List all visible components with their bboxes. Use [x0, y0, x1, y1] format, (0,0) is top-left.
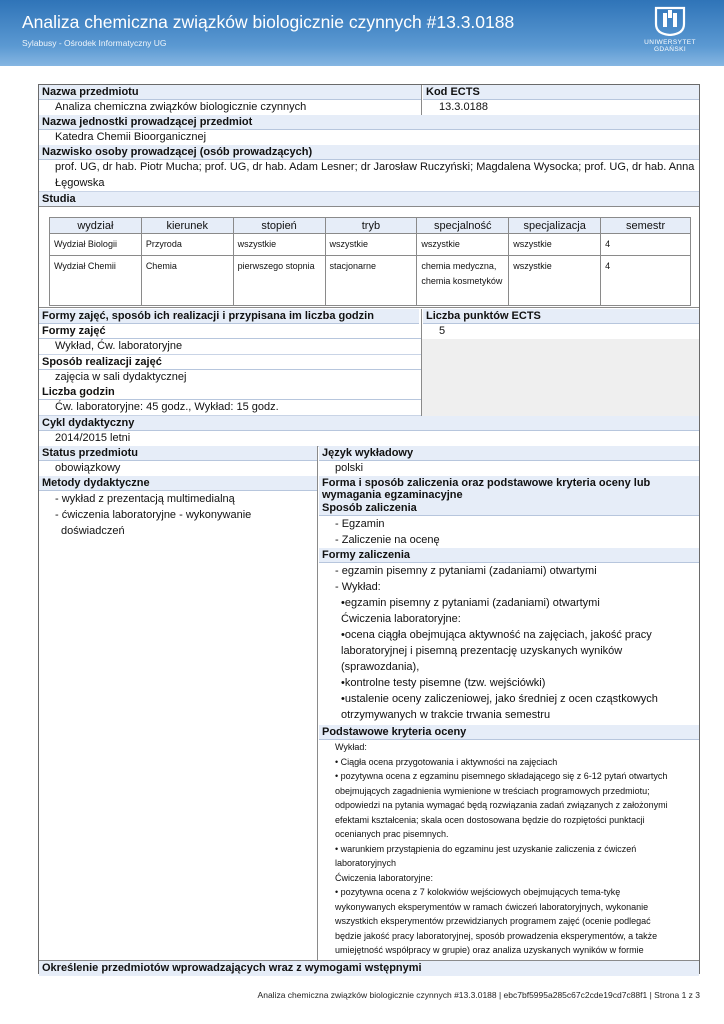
- course-name-label: Nazwa przedmiotu: [39, 85, 421, 100]
- syllabus-document: [38, 84, 700, 974]
- table-cell: 4: [601, 234, 691, 256]
- column-header: specjalizacja: [509, 218, 601, 234]
- language-value: polski: [319, 461, 699, 477]
- language-label: Język wykładowy: [319, 446, 699, 461]
- column-header: stopień: [233, 218, 325, 234]
- list-item: wykonywanych eksperymentów w ramach ćwiczeń laboratoryjnych, wykonanie: [335, 901, 649, 912]
- list-item: •egzamin pisemny z pytaniami (zadaniami) otwartymi: [341, 597, 600, 609]
- logo-text: UNIWERSYTET GDAŃSKI: [644, 39, 696, 53]
- method-value: zajęcia w sali dydaktycznej: [39, 370, 421, 386]
- list-item: wszystkich eksperymentów przewidzianych programem zajęć (ocenie podlegać: [335, 916, 651, 926]
- forms-value: Wykład, Ćw. laboratoryjne: [39, 339, 421, 355]
- status-label: Status przedmiotu: [39, 446, 317, 461]
- persons-line-2: Łęgowska: [39, 176, 699, 192]
- page-title: Analiza chemiczna związków biologicznie czynnych #13.3.0188: [22, 12, 515, 32]
- list-item: efektami kształcenia; skala ocen dostosowana będzie do rozpiętości punktacji: [335, 814, 645, 825]
- divider: [39, 307, 699, 308]
- assessment-method-label: Sposób zaliczenia: [319, 501, 699, 516]
- ects-empty-area: [422, 339, 699, 416]
- table-cell: pierwszego stopnia: [233, 256, 325, 306]
- assessment-label: [319, 476, 699, 504]
- divider: [317, 446, 318, 962]
- course-name: Analiza chemiczna związków biologicznie czynnych: [39, 100, 421, 116]
- list-item: - wykład z prezentacją multimedialną: [55, 493, 235, 505]
- list-item: - Wykład:: [335, 581, 381, 593]
- list-item: • warunkiem przystąpienia do egzaminu jest uzyskanie zaliczenia z ćwiczeń: [335, 843, 637, 854]
- list-item: (sprawozdania),: [341, 661, 420, 673]
- forms-label: Formy zajęć: [39, 324, 421, 339]
- hours-value: Ćw. laboratoryjne: 45 godz., Wykład: 15 godz.: [39, 400, 421, 416]
- didactic-methods-label: Metody dydaktyczne: [39, 476, 317, 491]
- table-cell: wszystkie: [509, 234, 601, 256]
- studia-label: Studia: [39, 192, 699, 207]
- persons-label: Nazwisko osoby prowadzącej (osób prowadzących): [39, 145, 699, 160]
- list-item: • pozytywna ocena z 7 kolokwiów wejściowych obejmujących tema-tykę: [335, 887, 621, 897]
- forms-section-label: Formy zajęć, sposób ich realizacji i przypisana im liczba godzin: [39, 309, 419, 324]
- table-row: [50, 234, 691, 256]
- studia-header-row: [50, 218, 691, 234]
- list-item: laboratoryjnych: [335, 858, 397, 868]
- column-header: specjalność: [417, 218, 509, 234]
- list-item: - egzamin pisemny z pytaniami (zadaniami) otwartymi: [335, 565, 597, 577]
- assessment-label-line-2: wymagania egzaminacyjne: [322, 489, 463, 501]
- table-cell: Wydział Biologii: [50, 234, 142, 256]
- list-item: •ocena ciągła obejmująca aktywność na zajęciach, jakość pracy: [341, 629, 652, 641]
- list-item: • pozytywna ocena z egzaminu pisemnego składającego się z 6-12 pytań otwartych: [335, 771, 668, 781]
- table-cell: chemia medyczna, chemia kosmetyków: [417, 256, 509, 306]
- ects-code: 13.3.0188: [423, 100, 699, 116]
- page-header: [0, 0, 724, 66]
- assessment-label-line-1: Forma i sposób zaliczenia oraz podstawowe kryteria oceny lub: [322, 477, 651, 489]
- cycle-value: 2014/2015 letni: [39, 431, 699, 447]
- list-item: obejmujących zagadnienia wymienione w treściach programowych przedmiotu;: [335, 785, 650, 796]
- table-cell: wszystkie: [325, 234, 417, 256]
- divider: [421, 85, 422, 115]
- assessment-forms-label: Formy zaliczenia: [319, 548, 699, 563]
- table-cell: 4: [601, 256, 691, 306]
- list-item: •ustalenie oceny zaliczeniowej, jako średniej z ocen cząstkowych: [341, 693, 658, 705]
- ects-points: 5: [439, 325, 446, 337]
- table-cell: Chemia: [141, 256, 233, 306]
- column-header: wydział: [50, 218, 142, 234]
- list-item: ocenianych prac pisemnych.: [335, 829, 449, 839]
- list-item: doświadczeń: [61, 525, 125, 537]
- university-logo: [628, 6, 712, 54]
- list-item: - Egzamin: [335, 518, 385, 530]
- list-item: odpowiedzi na pytania wymagać będą rozwiązania zadań związanych z założonymi: [335, 800, 668, 810]
- list-item: - ćwiczenia laboratoryjne - wykonywanie: [55, 509, 252, 521]
- column-header: tryb: [325, 218, 417, 234]
- studia-table: [49, 217, 691, 306]
- table-cell: wszystkie: [233, 234, 325, 256]
- hours-label: Liczba godzin: [39, 385, 421, 400]
- list-item: - Zaliczenie na ocenę: [335, 534, 440, 546]
- ects-code-label: Kod ECTS: [423, 85, 699, 100]
- page-subtitle: Sylabusy - Ośrodek Informatyczny UG: [22, 38, 167, 48]
- list-item: będzie jakość pracy laboratoryjnej, sposób prowadzenia eksperymentów, a także: [335, 930, 658, 941]
- status-value: obowiązkowy: [39, 461, 317, 477]
- table-row: [50, 256, 691, 306]
- ects-points-label: Liczba punktów ECTS: [423, 309, 699, 324]
- list-item: Ćwiczenia laboratoryjne:: [335, 872, 434, 883]
- list-item: otrzymywanych w trakcie trwania semestru: [341, 709, 551, 721]
- list-item: Ćwiczenia laboratoryjne:: [341, 613, 461, 625]
- table-cell: wszystkie: [417, 234, 509, 256]
- list-item: umiejętność współpracy w grupie) oraz analiza uzyskanych wyników w formie: [335, 945, 644, 955]
- list-item: Wykład:: [335, 742, 367, 752]
- method-label: Sposób realizacji zajęć: [39, 355, 421, 370]
- cycle-label: Cykl dydaktyczny: [39, 416, 699, 431]
- table-cell: stacjonarne: [325, 256, 417, 306]
- unit-label: Nazwa jednostki prowadzącej przedmiot: [39, 115, 699, 130]
- column-header: semestr: [601, 218, 691, 234]
- unit-name: Katedra Chemii Bioorganicznej: [39, 130, 699, 146]
- list-item: • Ciągła ocena przygotowania i aktywności na zajęciach: [335, 756, 558, 767]
- table-cell: Przyroda: [141, 234, 233, 256]
- list-item: •kontrolne testy pisemne (tzw. wejściówki): [341, 677, 546, 689]
- column-header: kierunek: [141, 218, 233, 234]
- criteria-label: Podstawowe kryteria oceny: [319, 725, 699, 740]
- university-emblem-icon: [652, 6, 688, 36]
- table-cell: Wydział Chemii: [50, 256, 142, 306]
- persons-line-1: prof. UG, dr hab. Piotr Mucha; prof. UG, dr hab. Adam Lesner; dr Jarosław Ruczyński; Magdalena Wysocka; prof. UG, dr hab. Anna: [55, 161, 695, 173]
- prerequisites-label: Określenie przedmiotów wprowadzających wraz z wymogami wstępnymi: [39, 961, 699, 976]
- page-footer: Analiza chemiczna związków biologicznie czynnych #13.3.0188 | ebc7bf5995a285c67c2cde19cd7c88f1 | Strona 1 z 3: [257, 990, 700, 1000]
- list-item: laboratoryjnej i pisemną prezentację uzyskanych wyników: [341, 645, 623, 657]
- table-cell: wszystkie: [509, 256, 601, 306]
